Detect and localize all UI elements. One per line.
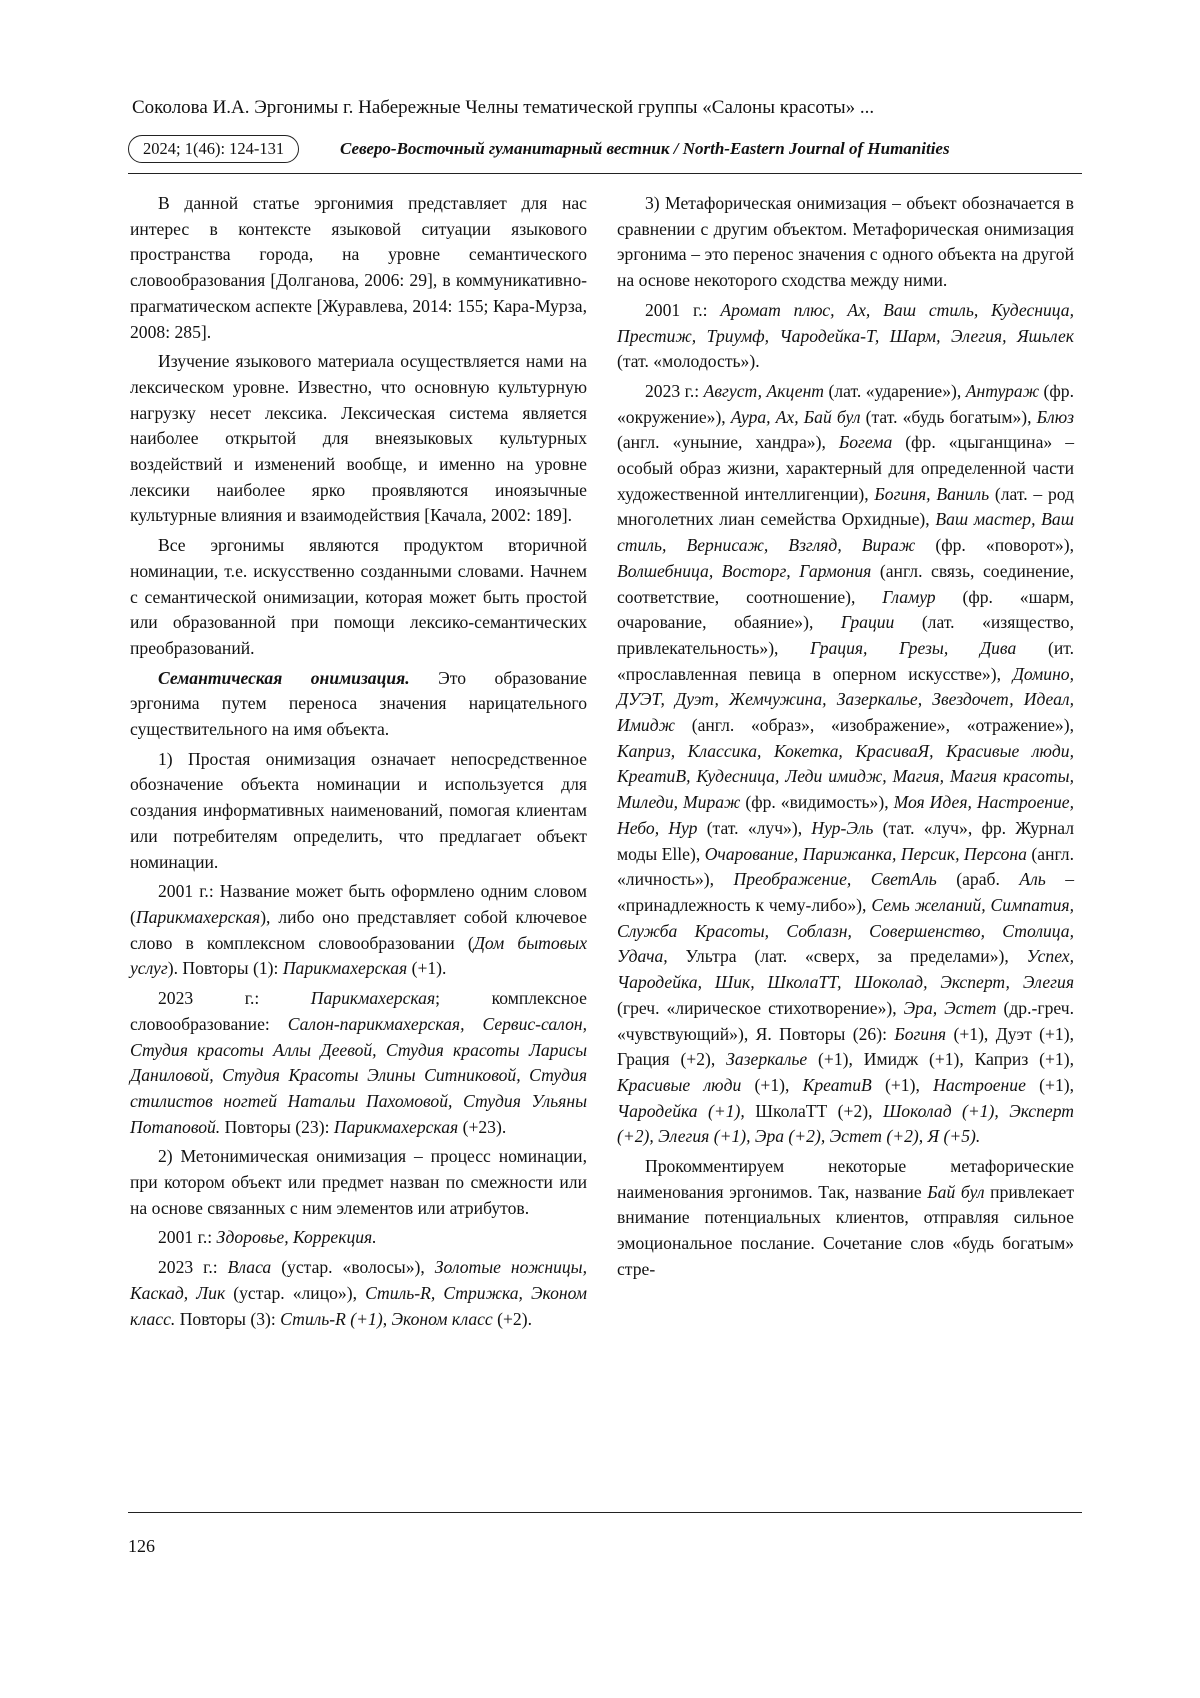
ergonym-text: Богиня, Ваниль: [874, 483, 990, 504]
paragraph-text: (тат. «луч», фр. Журнал моды Elle),: [617, 817, 1074, 864]
ergonym-text: Очарование, Парижанка, Персик, Персона: [704, 843, 1027, 864]
issue-badge: 2024; 1(46): 124-131: [128, 135, 299, 163]
ergonym-text: Моя Идея, Настроение, Небо, Нур: [617, 792, 1075, 838]
paragraph-text: (англ. «образ», «изображение», «отражение»),: [675, 715, 1074, 736]
paragraph-text: 2023 г.:: [645, 380, 704, 401]
ergonym-text: Август, Акцент: [703, 380, 825, 401]
ergonym-text: Нур-Эль: [811, 817, 874, 838]
ergonym-text: Успех, Чародейка, Шик, ШколаТТ, Шоколад, Эксперт, Элегия: [617, 946, 1074, 993]
right-column: [617, 191, 1074, 1283]
ergonym-text: Эра, Эстет: [903, 997, 997, 1018]
paragraph: 2001 г.: Название может быть оформлено одним словом (Парикмахерская), либо оно представляет собой ключевое слово в комплексном словообразовании (Дом бытовых услуг). Повторы (1): Парикмахерская (+1).: [130, 881, 587, 979]
header-divider: [128, 173, 1082, 174]
paragraph: 2001 г.: Аромат плюс, Ах, Ваш стиль, Кудесница, Престиж, Триумф, Чародейка-Т, Шарм, Элегия, Яшьлек (тат. «молодость»).: [617, 299, 1074, 372]
paragraph-text: (+1),: [741, 1074, 803, 1095]
paragraph-text: (лат. – род многолетних лиан семейства Орхидные),: [617, 483, 1074, 530]
paragraph: 1) Простая онимизация означает непосредственное обозначение объекта номинации и используется для создания информативных наименований, помогая клиентам или потребителям определить, что предлагает объект номинации.: [130, 748, 587, 872]
paragraph: Все эргонимы являются продуктом вторичной номинации, т.е. искусственно созданными словами. Начнем с семантической онимизации, которая может быть простой или образованной при помощи лексико-семантических преобразований.: [130, 535, 587, 658]
section-heading: Семантическая онимизация.: [158, 667, 410, 688]
ergonym-text: Блюз: [1036, 406, 1074, 427]
ergonym-text: Зазеркалье: [726, 1049, 808, 1070]
paragraph: [617, 379, 1074, 1150]
paragraph-text: (тат. «луч»),: [697, 817, 812, 838]
journal-line: [128, 135, 1082, 167]
paragraph-text: (англ. «уныние, хандра»),: [617, 432, 839, 453]
paragraph-text: (англ. «личность»),: [617, 843, 1074, 890]
paragraph: Семантическая онимизация. Это образование эргонима путем переноса значения нарицательного существительного на имя объекта.: [130, 667, 587, 740]
paragraph: 2023 г.: Власа (устар. «волосы»), Золотые ножницы, Каскад, Лик (устар. «лицо»), Стиль-R, Стрижка, Эконом класс. Повторы (3): Стиль-R (+1), Эконом класс (+2).: [130, 1257, 587, 1329]
ergonym-text: Аль: [1019, 869, 1046, 890]
ergonym-text: Чародейка (+1),: [617, 1100, 745, 1121]
ergonym-text: Грация, Грезы, Дива: [810, 637, 1017, 658]
paragraph-text: Ультра (лат. «сверх, за пределами»),: [667, 946, 1027, 967]
paragraph-text: (тат. «будь богатым»),: [860, 406, 1037, 427]
paragraph-text: (лат. «изящество, привлекательность»),: [617, 612, 1074, 658]
ergonym-text: Аура, Ах, Бай бул: [730, 406, 861, 427]
paragraph-text: (фр. «цыганщина» – особый образ жизни, характерный для определенной части художественной интеллигенции),: [617, 432, 1074, 504]
ergonym-text: Шоколад (+1), Эксперт (+2), Элегия (+1), Эра (+2), Эстет (+2), Я (+5).: [617, 1100, 1074, 1147]
ergonym-text: Богиня: [894, 1023, 947, 1044]
paragraph-text: (+1), Дуэт (+1), Грация (+2),: [617, 1023, 1074, 1070]
ergonym-text: Домино, ДУЭТ, Дуэт, Жемчужина, Зазеркалье, Звездочет, Идеал, Имидж: [617, 663, 1074, 736]
ergonym-text: Семь желаний, Симпатия, Служба Красоты, Соблазн, Совершенство, Столица, Удача,: [617, 894, 1074, 967]
paragraph: В данной статье эргонимия представляет для нас интерес в контексте языковой ситуации языкового пространства города, на уровне семантического словообразования [Долганова, 2006: 29], в коммуникативно-прагматическом аспекте [Журавлева, 2014: 155; Кара-Мурза, 2008: 285].: [130, 193, 587, 342]
ergonym-text: Красивые люди: [617, 1074, 742, 1095]
ergonym-text: КреатиВ: [802, 1074, 872, 1095]
paragraph-text: (греч. «лирическое стихотворение»),: [617, 997, 904, 1018]
paragraph-text: – «принадлежность к чему-либо»),: [617, 869, 1075, 915]
paragraph-text: (ит. «прославленная певица в оперном искусстве»),: [617, 637, 1074, 684]
page-number: 126: [128, 1536, 155, 1556]
paragraph-text: ШколаТТ (+2),: [744, 1100, 883, 1121]
paragraph-text: (англ. связь, соединение, соответствие, соотношение),: [617, 560, 1075, 607]
paragraph-text: (др.-греч. «чувствующий»), Я. Повторы (26):: [617, 997, 1074, 1044]
paragraph-text: (фр. «поворот»),: [915, 535, 1074, 556]
ergonym-text: Богема: [838, 432, 893, 453]
paragraph: 2023 г.: Парикмахерская; комплексное словообразование: Салон-парикмахерская, Сервис-салон, Студия красоты Аллы Деевой, Студия красоты Ларисы Даниловой, Студия Красоты Элины Ситниковой, Студия стилистов ногтей Натальи Пахомовой, Студия Ульяны Потаповой. Повторы (23): Парикмахерская (+23).: [130, 988, 587, 1137]
ergonym-text: Гламур: [882, 586, 936, 607]
paragraph-text: (лат. «ударение»),: [824, 380, 966, 401]
paragraph-text: (+1), Имидж (+1), Каприз (+1),: [807, 1049, 1074, 1070]
ergonym-text: Волшебница, Восторг, Гармония: [617, 560, 872, 581]
ergonym-text: Грации: [840, 612, 895, 633]
ergonym-text: Ваш мастер, Ваш стиль, Вернисаж, Взгляд, Вираж: [617, 509, 1074, 556]
paragraph-text: (фр. «окружение»),: [617, 380, 1074, 427]
ergonym-text: Антураж: [965, 380, 1040, 401]
paragraph-text: (фр. «шарм, очарование, обаяние»),: [617, 586, 1074, 633]
left-column: [130, 191, 587, 1332]
paragraph: Прокомментируем некоторые метафорические наименования эргонимов. Так, название Бай бул привлекает внимание потенциальных клиентов, отправляя сильное эмоциональное послание. Сочетание слов «будь богатым» стре-: [617, 1156, 1075, 1279]
running-head: Соколова И.А. Эргонимы г. Набережные Челны тематической группы «Салоны красоты» ...: [132, 97, 875, 118]
ergonym-text: Настроение: [933, 1074, 1026, 1095]
footer-divider: [128, 1512, 1082, 1513]
paragraph: 3) Метафорическая онимизация – объект обозначается в сравнении с другим объектом. Метафорическая онимизация эргонима – это перенос значения с одного объекта на другой на основе некоторого сходства между ними.: [617, 193, 1074, 291]
paragraph-text: (+1),: [1025, 1074, 1075, 1095]
journal-title: Северо-Восточный гуманитарный вестник / North-Eastern Journal of Humanities: [340, 139, 950, 158]
paragraph-text: (+1),: [871, 1074, 934, 1095]
ergonym-text: Преображение, СветАль: [733, 869, 937, 890]
paragraph-text: (фр. «видимость»),: [740, 792, 894, 813]
paragraph-text: (араб.: [936, 869, 1020, 890]
paragraph: Изучение языкового материала осуществляется нами на лексическом уровне. Известно, что основную культурную нагрузку несет лексика. Лексическая система является наиболее открытой для внеязыковых культурных воздействий и изменений вообще, и именно на уровне лексики наиболее ярко проявляются иноязычные культурные влияния и взаимодействия [Качала, 2002: 189].: [130, 351, 587, 526]
paragraph: 2001 г.: Здоровье, Коррекция.: [158, 1227, 377, 1248]
paragraph: 2) Метонимическая онимизация – процесс номинации, при котором объект или предмет назван по смежности или на основе связанных с ним элементов или атрибутов.: [130, 1146, 587, 1218]
ergonym-text: Каприз, Классика, Кокетка, КрасиваЯ, Красивые люди, КреатиВ, Кудесница, Леди имидж, Магия, Магия красоты, Миледи, Мираж: [617, 740, 1074, 813]
